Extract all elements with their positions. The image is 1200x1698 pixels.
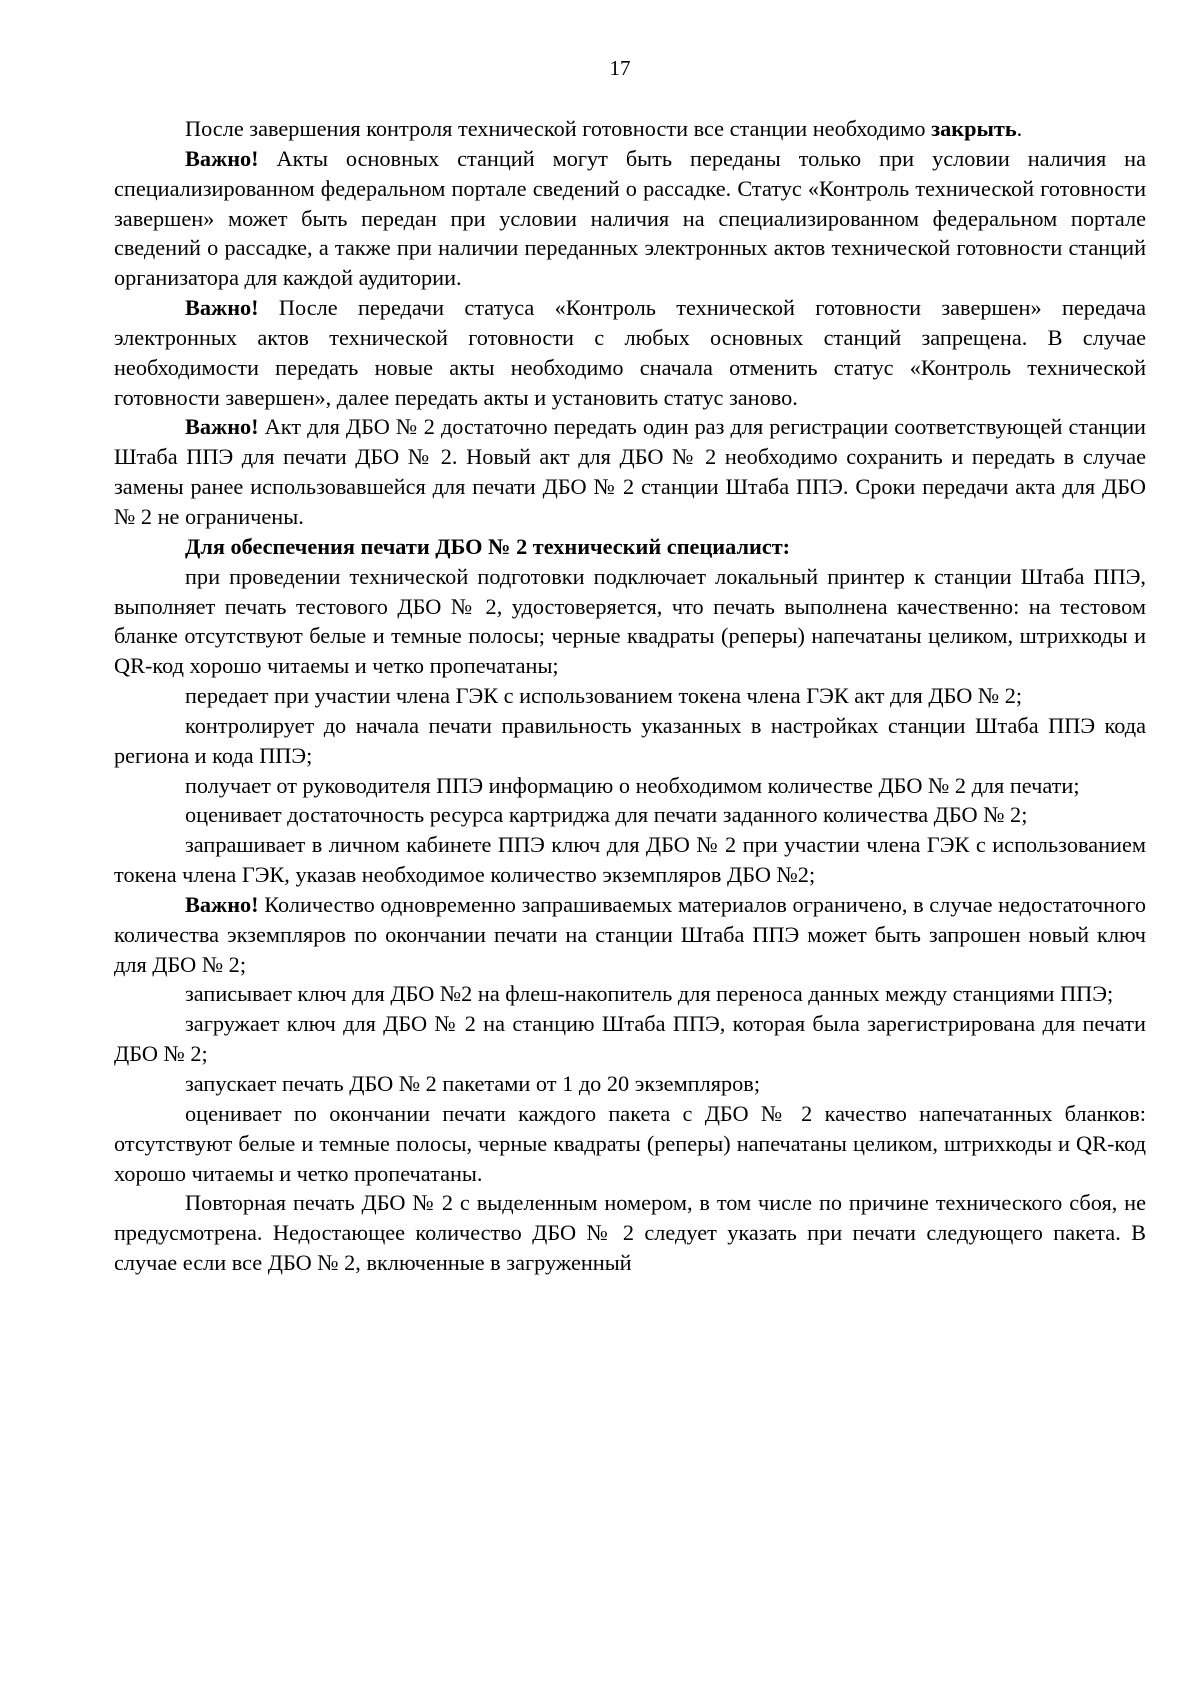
- paragraph-important-acts: [114, 144, 1146, 293]
- paragraph-text: запрашивает в личном кабинете ППЭ ключ для ДБО № 2 при участии члена ГЭК с использованием токена члена ГЭК, указав необходимое количество экземпляров ДБО №2;: [114, 832, 1146, 888]
- paragraph-text: записывает ключ для ДБО №2 на флеш-накопитель для переноса данных между станциями ППЭ;: [185, 981, 1114, 1007]
- paragraph-text: После передачи статуса «Контроль технической готовности завершен» передача электронных актов технической готовности с любых основных станций запрещена. В случае необходимости передать новые акты необходимо сначала отменить статус «Контроль технической готовности завершен», далее передать акты и установить статус заново.: [114, 295, 1146, 410]
- paragraph-text: получает от руководителя ППЭ информацию о необходимом количестве ДБО № 2 для печати;: [185, 772, 1080, 798]
- paragraph-close-stations: [114, 114, 1146, 144]
- paragraph-text: передает при участии члена ГЭК с использованием токена члена ГЭК акт для ДБО № 2;: [185, 683, 1023, 709]
- list-item-printer-setup: [114, 562, 1146, 681]
- paragraph-text: Акт для ДБО № 2 достаточно передать один раз для регистрации соответствующей станции Штаба ППЭ для печати ДБО № 2. Новый акт для ДБО № 2 необходимо сохранить и передать в случае замены ранее использовавшейся для печати ДБО № 2 станции Штаба ППЭ. Сроки передачи акта для ДБО № 2 не ограничены.: [114, 414, 1146, 529]
- paragraph-text: оценивает по окончании печати каждого пакета с ДБО № 2 качество напечатанных бланков: отсутствуют белые и темные полосы, черные квадраты (реперы) напечатаны целиком, штрихкоды и QR-код хорошо читаемы и четко пропечатаны.: [114, 1100, 1146, 1186]
- section-heading-text: Для обеспечения печати ДБО № 2 технический специалист:: [185, 533, 791, 559]
- paragraph-reprint-policy: [114, 1188, 1146, 1278]
- list-item-cartridge-check: [114, 800, 1146, 830]
- paragraph-bold-word: закрыть: [931, 116, 1017, 141]
- important-label: Важно!: [185, 891, 259, 917]
- paragraph-text: После завершения контроля технической готовности все станции необходимо: [185, 116, 932, 141]
- important-label: Важно!: [185, 295, 259, 321]
- list-item-start-print: [114, 1069, 1146, 1099]
- list-item-load-key: [114, 1009, 1146, 1069]
- list-item-check-settings: [114, 711, 1146, 771]
- paragraph-text: запускает печать ДБО № 2 пакетами от 1 до 20 экземпляров;: [185, 1071, 761, 1096]
- paragraph-text: Повторная печать ДБО № 2 с выделенным номером, в том числе по причине технического сбоя, не предусмотрена. Недостающее количество ДБО № 2 следует указать при печати следующего пакета. В случае если все ДБО № 2, включенные в загруженный: [114, 1190, 1146, 1276]
- paragraph-text: загружает ключ для ДБО № 2 на станцию Штаба ППЭ, которая была зарегистрирована для печати ДБО № 2;: [114, 1011, 1146, 1067]
- list-item-request-key: [114, 830, 1146, 890]
- paragraph-important-dbo-act: [114, 412, 1146, 531]
- paragraph-text: оценивает достаточность ресурса картриджа для печати заданного количества ДБО № 2;: [185, 802, 1028, 828]
- paragraph-tail: .: [1016, 116, 1023, 141]
- list-item-quality-check: [114, 1099, 1146, 1189]
- important-label: Важно!: [185, 145, 259, 171]
- paragraph-text: при проведении технической подготовки подключает локальный принтер к станции Штаба ППЭ, выполняет печать тестового ДБО № 2, удостоверяется, что печать выполнена качественно: на тестовом бланке отсутствуют белые и темные полосы; черные квадраты (реперы) напечатаны целиком, штрихкоды и QR-код хорошо читаемы и четко пропечатаны;: [114, 563, 1146, 679]
- paragraph-important-limit: [114, 890, 1146, 980]
- document-body: [114, 114, 1146, 1278]
- page-number: 17: [609, 56, 631, 80]
- list-item-get-quantity: [114, 771, 1146, 801]
- important-label: Важно!: [185, 414, 259, 440]
- paragraph-text: Количество одновременно запрашиваемых материалов ограничено, в случае недостаточного количества экземпляров по окончании печати на станции Штаба ППЭ может быть запрошен новый ключ для ДБО № 2;: [114, 891, 1146, 977]
- list-item-transfer-act: [114, 681, 1146, 711]
- paragraph-text: Акты основных станций могут быть переданы только при условии наличия на специализированном федеральном портале сведений о рассадке. Статус «Контроль технической готовности завершен» может быть передан при условии наличия на специализированном федеральном портале сведений о рассадке, а также при наличии переданных электронных актов технической готовности станций организатора для каждой аудитории.: [114, 145, 1146, 291]
- paragraph-important-status: [114, 293, 1146, 412]
- section-heading-dbo-print: [114, 532, 1146, 562]
- paragraph-text: контролирует до начала печати правильность указанных в настройках станции Штаба ППЭ кода региона и кода ППЭ;: [114, 712, 1146, 768]
- list-item-write-key: [114, 979, 1146, 1009]
